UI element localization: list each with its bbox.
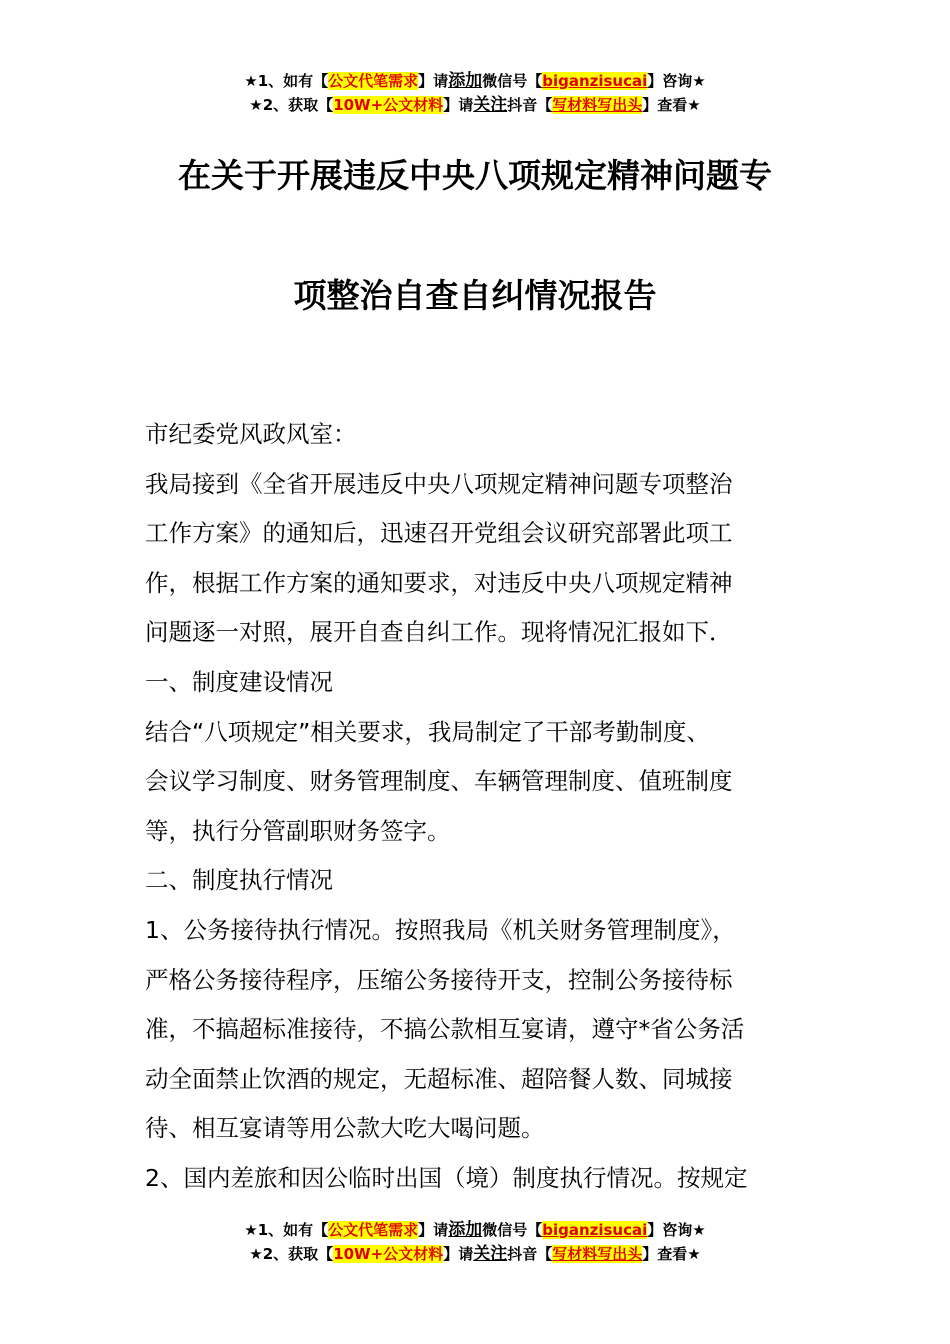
body-line: 严格公务接待程序，压缩公务接待开支，控制公务接待标	[145, 965, 733, 994]
body-line: 动全面禁止饮酒的规定，无超标准、超陪餐人数、同城接	[145, 1064, 733, 1093]
body-line: 作，根据工作方案的通知要求，对违反中央八项规定精神	[145, 568, 733, 597]
promo-line-1: ★1、如有【公文代笔需求】请添加微信号【biganzisucai】咨询★	[244, 71, 706, 91]
body-line: 等，执行分管副职财务签字。	[145, 816, 451, 845]
body-line: 问题逐一对照，展开自查自纠工作。现将情况汇报如下．	[145, 618, 733, 647]
body-line: 结合“八项规定”相关要求，我局制定了干部考勤制度、	[145, 717, 710, 746]
body-line: 工作方案》的通知后，迅速召开党组会议研究部署此项工	[145, 519, 733, 548]
promo-footer	[0, 1218, 950, 1266]
promo-header	[0, 69, 950, 117]
document-title-line-1: 在关于开展违反中央八项规定精神问题专	[178, 156, 772, 195]
document-body	[145, 410, 825, 1204]
body-line: 1、公务接待执行情况。按照我局《机关财务管理制度》，	[145, 915, 736, 944]
document-title-line-2: 项整治自查自纠情况报告	[293, 276, 657, 315]
body-line: 2、国内差旅和因公临时出国（境）制度执行情况。按规定	[145, 1163, 748, 1192]
wechat-id: biganzisucai	[542, 72, 648, 90]
body-line: 一、制度建设情况	[145, 667, 333, 696]
body-line: 二、制度执行情况	[145, 866, 333, 895]
promo-line-2: ★2、获取【10W+公文材料】请关注抖音【写材料写出头】查看★	[249, 95, 701, 115]
highlight-text: 公文代笔需求	[328, 72, 419, 90]
body-line: 市纪委党风政风室：	[145, 420, 357, 448]
body-line: 待、相互宴请等用公款大吃大喝问题。	[145, 1114, 545, 1143]
promo-line-1: ★1、如有【公文代笔需求】请添加微信号【biganzisucai】咨询★	[244, 1220, 706, 1240]
promo-line-2: ★2、获取【10W+公文材料】请关注抖音【写材料写出头】查看★	[249, 1244, 701, 1264]
body-line: 我局接到《全省开展违反中央八项规定精神问题专项整治	[145, 469, 733, 498]
body-line: 准，不搞超标准接待，不搞公款相互宴请，遵守*省公务活	[145, 1015, 745, 1044]
body-line: 会议学习制度、财务管理制度、车辆管理制度、值班制度	[145, 767, 733, 796]
